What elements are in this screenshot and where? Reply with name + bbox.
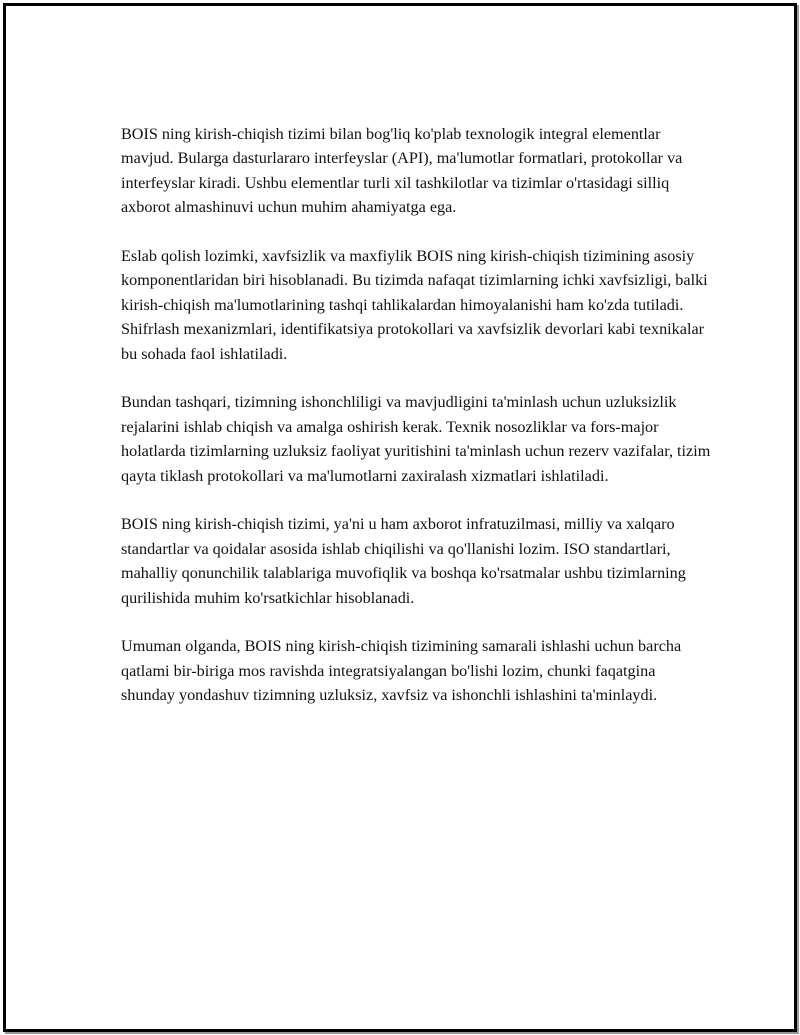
paragraph: Bundan tashqari, tizimning ishonchliligi va mavjudligini ta'minlash uchun uzluksizlik rejalarini ishlab chiqish va amalga oshirish kerak. Texnik nosozliklar va fors-major holatlarda tizimlarning uzluksiz faoliyat yuritishini ta'minlash uchun rezerv vazifalar, tizim qayta tiklash protokollari va ma'lumotlarni zaxiralash xizmatlari ishlatiladi. (121, 393, 711, 485)
paragraph: Eslab qolish lozimki, xavfsizlik va maxfiylik BOIS ning kirish-chiqish tizimining asosiy komponentlaridan biri hisoblanadi. Bu tizimda nafaqat tizimlarning ichki xavfsizligi, balki kirish-chiqish ma'lumotlarining tashqi tahlikalardan himoyalanishi ham ko'zda tutiladi. Shifrlash mexanizmlari, identifikatsiya protokollari va xavfsizlik devorlari kabi texnikalar bu sohada faol ishlatiladi. (121, 247, 708, 363)
paragraph: Umuman olganda, BOIS ning kirish-chiqish tizimining samarali ishlashi uchun barcha qatlami bir-biriga mos ravishda integratsiyalangan bo'lishi lozim, chunki faqatgina shunday yondashuv tizimning uzluksiz, xavfsiz va ishonchli ishlashini ta'minlaydi. (121, 637, 682, 705)
paragraph: BOIS ning kirish-chiqish tizimi bilan bog'liq ko'plab texnologik integral elementlar mavjud. Bularga dasturlararo interfeyslar (API), ma'lumotlar formatlari, protokollar va interfeyslar kiradi. Ushbu elementlar turli xil tashkilotlar va tizimlar o'rtasidagi silliq axborot almashinuvi uchun muhim ahamiyatga ega. (121, 125, 683, 217)
paragraph: BOIS ning kirish-chiqish tizimi, ya'ni u ham axborot infratuzilmasi, milliy va xalqaro standartlar va qoidalar asosida ishlab chiqilishi va qo'llanishi lozim. ISO standartlari, mahalliy qonunchilik talablariga muvofiqlik va boshqa ko'rsatmalar ushbu tizimlarning qurilishida muhim ko'rsatkichlar hisoblanadi. (121, 515, 686, 607)
document-body (121, 122, 711, 708)
page-frame (3, 3, 797, 1032)
